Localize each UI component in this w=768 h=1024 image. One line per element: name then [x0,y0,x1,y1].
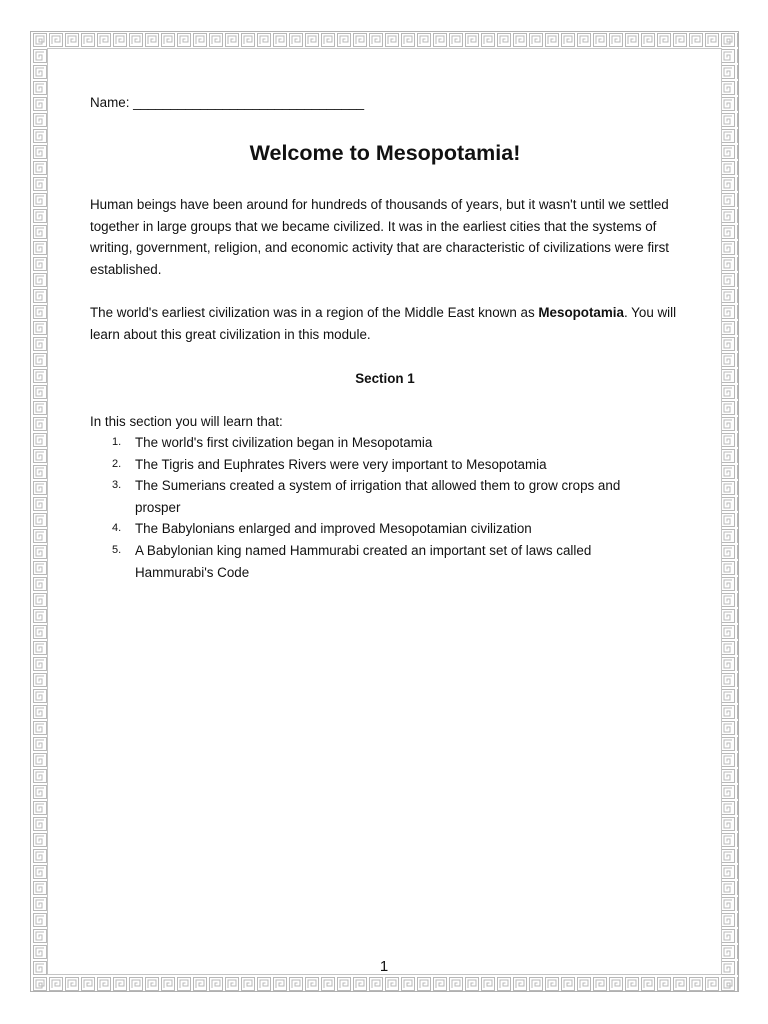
list-item [90,518,655,540]
section-intro: In this section you will learn that: [90,414,283,429]
paragraph-text: The world's earliest civilization was in a region of the Middle East known as [90,305,539,320]
paragraph-text: . You will learn about this great civilization in this module. [90,305,677,342]
list-item-text: The Tigris and Euphrates Rivers were very important to Mesopotamia [135,456,547,472]
list-number: 4. [112,522,122,535]
mesopotamia-paragraph [90,302,680,345]
list-item-text: A Babylonian king named Hammurabi created an important set of laws called Hammurabi's Code [135,542,592,580]
list-item-text: The Babylonians enlarged and improved Mesopotamian civilization [135,521,532,537]
list-item-text: The Sumerians created a system of irrigation that allowed them to grow crops and prosper [135,478,621,515]
name-field-line: Name: _______________________________ [90,95,365,110]
list-number: 3. [112,479,122,492]
bold-term: Mesopotamia [538,305,624,320]
list-number: 1. [112,436,122,448]
list-item [90,432,655,454]
list-item-text: The world's first civilization began in Mesopotamia [135,435,433,450]
page-number: 1 [379,958,389,975]
list-item [90,540,655,583]
list-item [90,475,655,518]
list-number: 5. [112,543,122,556]
document-title: Welcome to Mesopotamia! [249,141,521,165]
learning-goals-list [90,432,680,583]
section-heading: Section 1 [355,371,415,386]
list-item [90,454,655,476]
list-number: 2. [112,457,122,470]
intro-paragraph: Human beings have been around for hundreds of thousands of years, but it wasn't until we settled together in large groups that we became civilized. It was in the earliest cities that the systems of writing, government, religion, and economic activity that are characteristic of civilizations were first established. [90,197,670,277]
